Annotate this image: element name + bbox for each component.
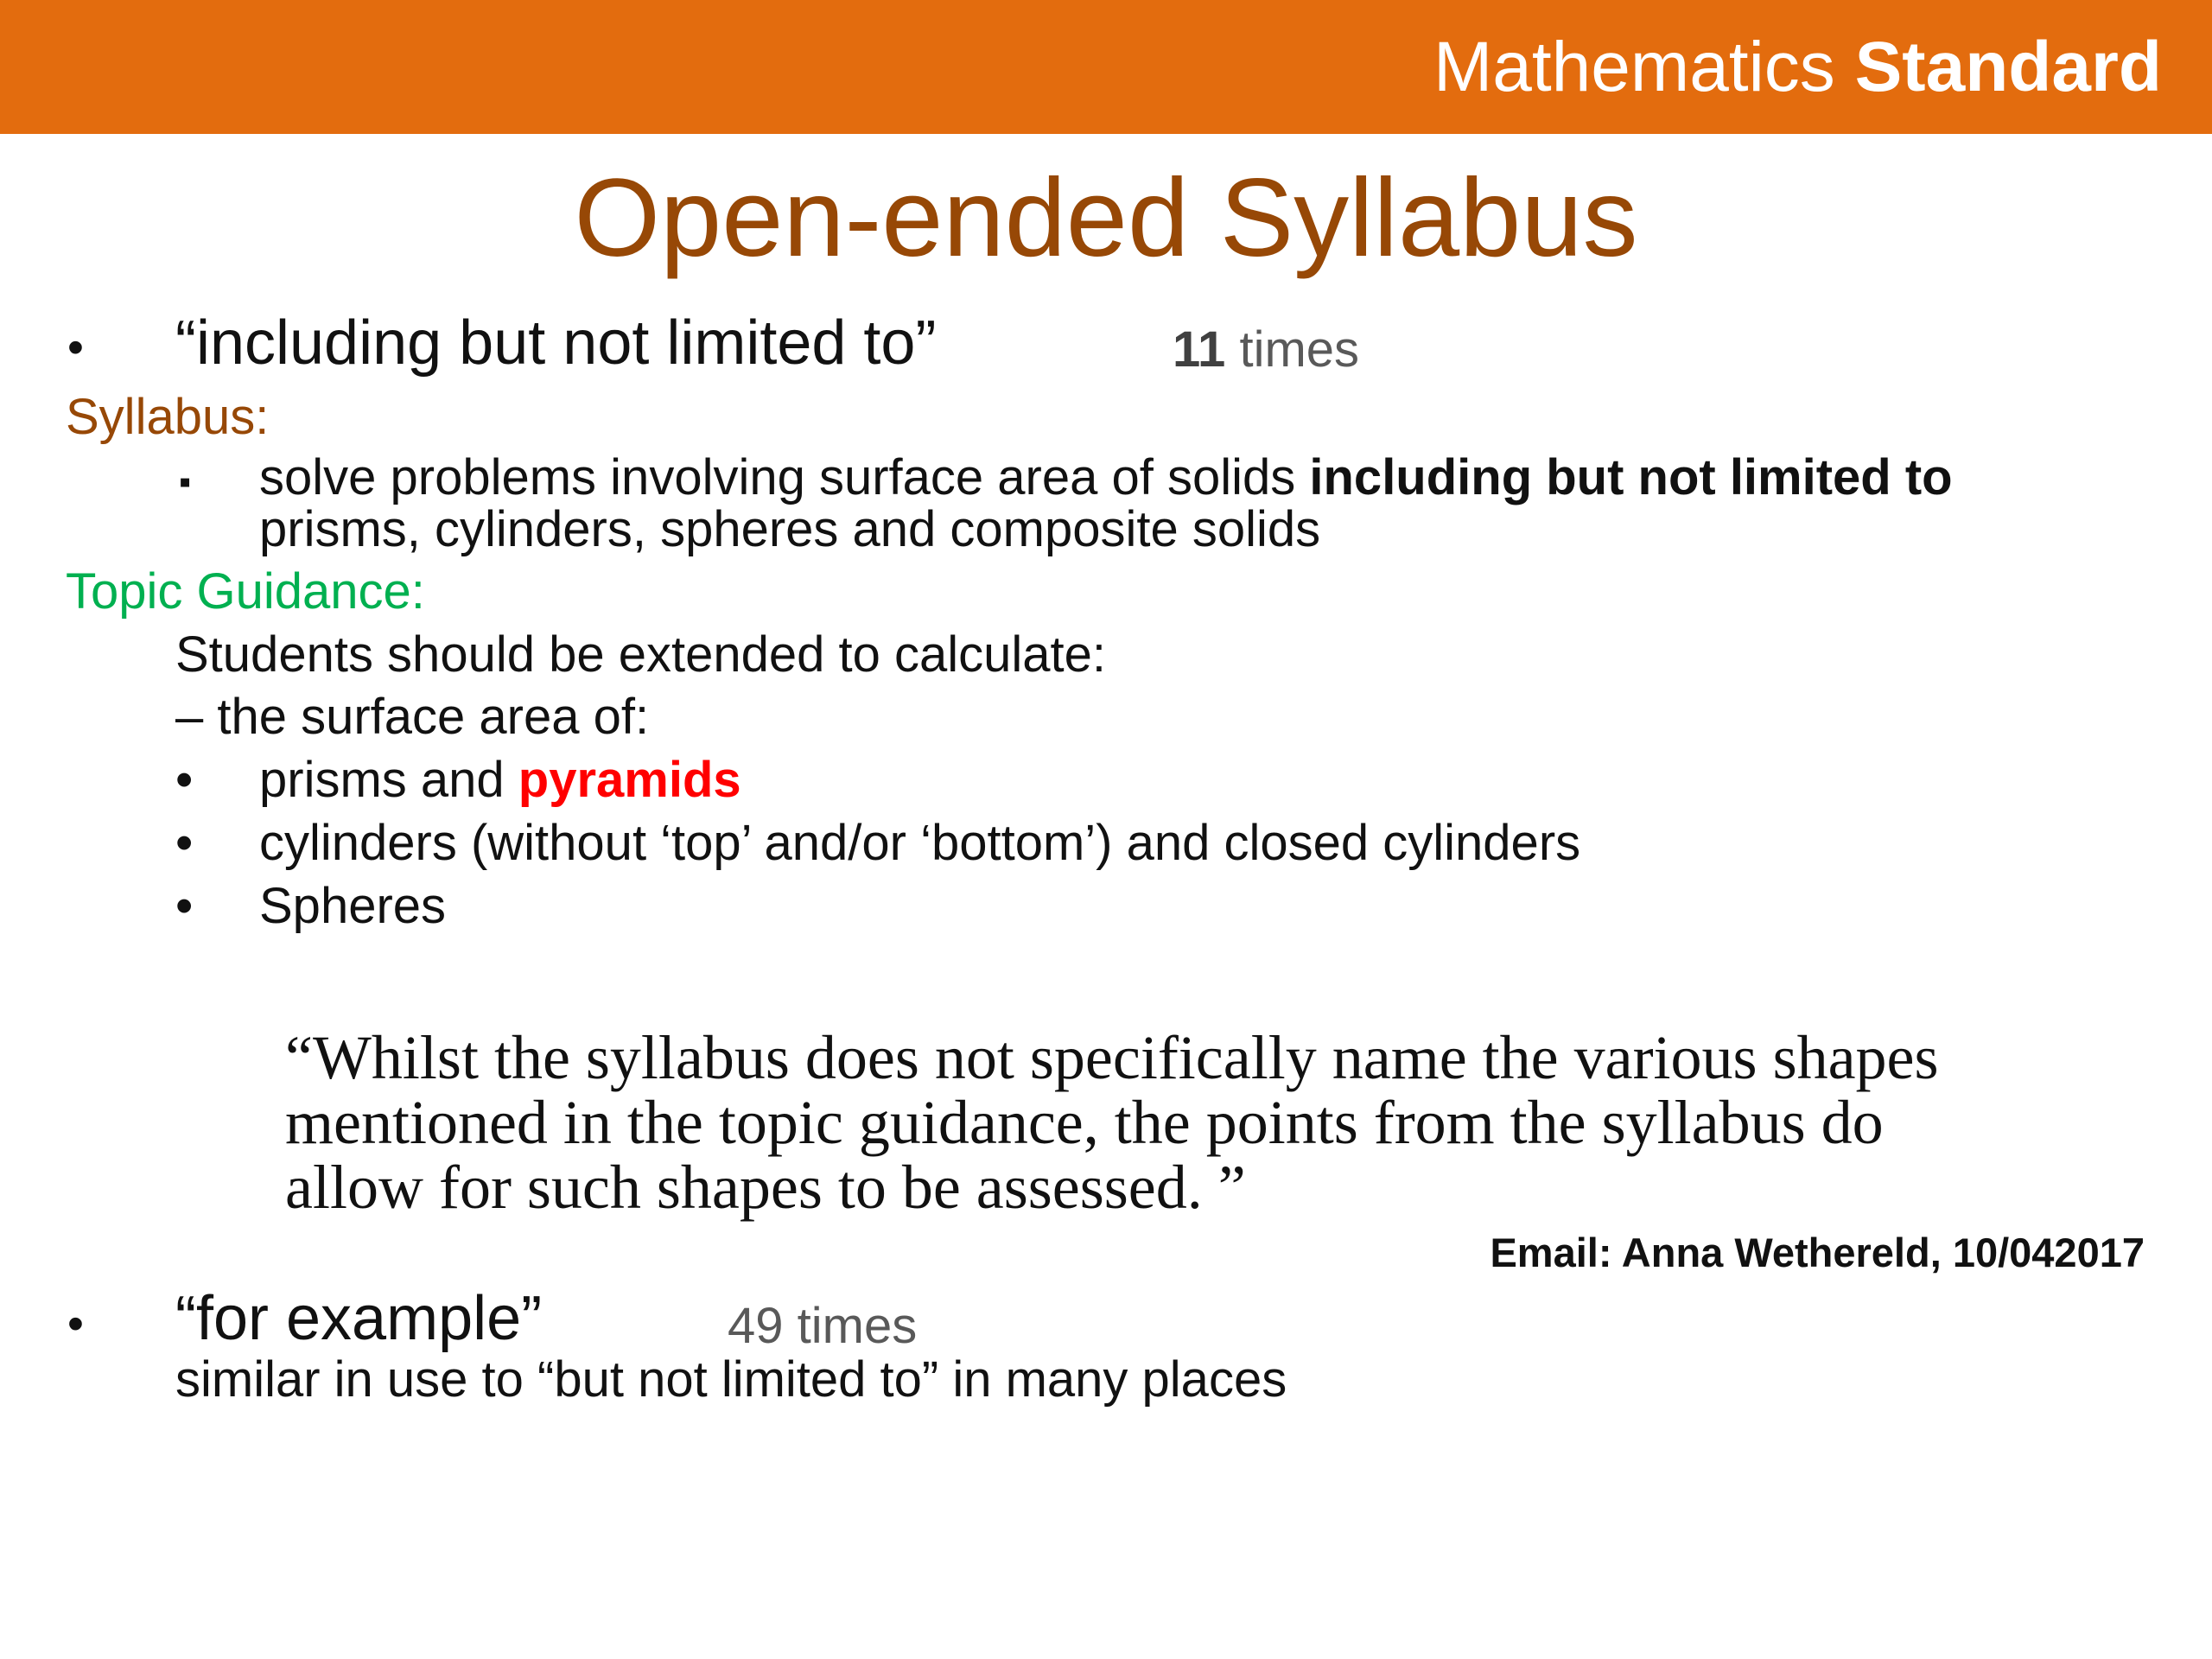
guidance-bullet: •	[175, 752, 194, 808]
quote-line-2: mentioned in the topic guidance, the points from the syllabus do	[285, 1088, 1884, 1157]
syllabus-line-1	[259, 451, 1953, 505]
point2-phrase: “for example”	[175, 1284, 543, 1353]
syllabus-label: Syllabus:	[66, 389, 270, 445]
header-title-regular: Mathematics	[1433, 28, 1835, 106]
point2-count: 49 times	[728, 1298, 918, 1354]
guidance-item-prisms	[259, 753, 741, 807]
header-bar	[0, 0, 2212, 134]
guidance-item-spheres: Spheres	[259, 878, 447, 934]
quote-line-1: “Whilst the syllabus does not specifically name the various shapes	[285, 1023, 1939, 1092]
syllabus-line-1-bold: including but not limited to	[1309, 449, 1953, 505]
point1-count-suffix: times	[1239, 321, 1360, 378]
syllabus-line-1-normal: solve problems involving surface area of solids	[259, 449, 1296, 505]
bullet-marker: •	[67, 321, 84, 373]
slide-title: Open-ended Syllabus	[574, 156, 1638, 280]
guidance-bullet: •	[175, 878, 194, 934]
point1-count-number: 11	[1173, 321, 1226, 378]
guidance-item-cylinders: cylinders (without ‘top’ and/or ‘bottom’) and closed cylinders	[259, 815, 1581, 871]
topic-guidance-line-1: Students should be extended to calculate:	[175, 626, 1106, 683]
square-bullet-icon: ▪	[179, 463, 192, 501]
topic-guidance-line-2: – the surface area of:	[175, 689, 650, 745]
point1-count	[1173, 320, 1359, 380]
point2-note: similar in use to “but not limited to” in many places	[175, 1351, 1287, 1408]
quote-line-3: allow for such shapes to be assessed. ”	[285, 1153, 1246, 1222]
topic-guidance-label: Topic Guidance:	[66, 563, 425, 620]
header-title-bold: Standard	[1854, 28, 2162, 106]
guidance-item-text: prisms and	[259, 752, 505, 808]
syllabus-line-2: prisms, cylinders, spheres and composite solids	[259, 501, 1321, 557]
quote-source: Email: Anna Wethereld, 10/042017	[1490, 1230, 2145, 1275]
guidance-item-highlight: pyramids	[518, 752, 741, 808]
point1-phrase: “including but not limited to”	[175, 308, 937, 378]
guidance-bullet: •	[175, 815, 194, 871]
bullet-marker: •	[67, 1298, 84, 1350]
header-title	[1433, 26, 2162, 109]
